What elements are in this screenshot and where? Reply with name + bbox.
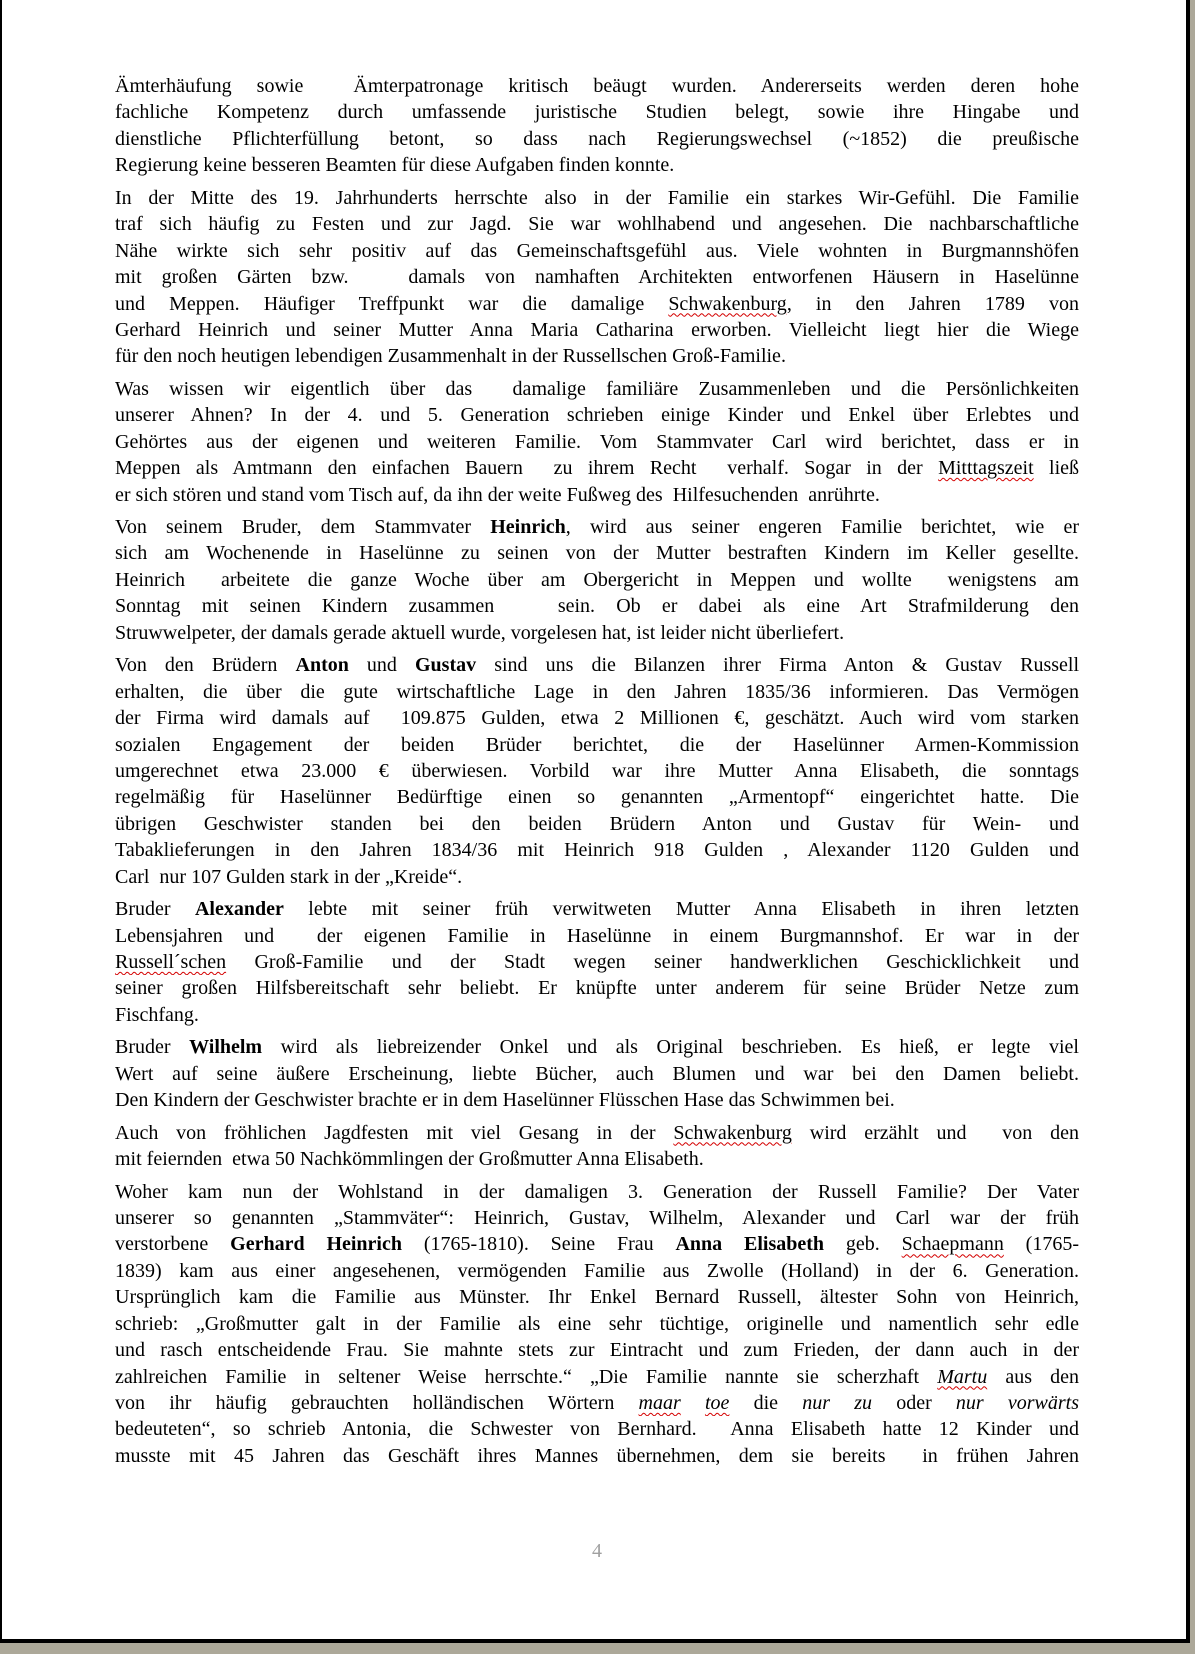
text-line: [115, 1258, 1079, 1284]
text-run: Auch von fröhlichen Jagdfesten mit viel Gesang in der: [115, 1121, 674, 1144]
text-line: [115, 291, 1079, 317]
text-run: Von den Brüdern: [115, 654, 296, 677]
text-run: für den noch heutigen lebendigen Zusammenhalt in der Russellschen Groß-Familie.: [115, 345, 786, 368]
text-run: Groß-Familie und der Stadt wegen seiner handwerklichen Geschicklichkeit und: [226, 951, 1079, 973]
text-line: [115, 837, 1079, 863]
text-run: In der Mitte des 19. Jahrhunderts herrschte also in der Familie ein starkes Wir-Gefühl. Die Familie: [115, 186, 1079, 209]
text-line: [115, 152, 1079, 178]
text-line: [115, 1284, 1079, 1310]
paragraph: [115, 514, 1079, 646]
text-run: Struwwelpeter, der damals gerade aktuell wurde, vorgelesen hat, ist leider nicht überliefert.: [115, 621, 845, 644]
text-line: [115, 1443, 1079, 1469]
text-line: [115, 567, 1079, 593]
text-line: [115, 1087, 1079, 1113]
text-run: Gerhard Heinrich und seiner Mutter Anna Maria Catharina erworben. Vielleicht liegt hier die Wiege: [115, 318, 1079, 341]
paragraph: [115, 1120, 1079, 1173]
text-line: [115, 1205, 1079, 1231]
text-run: Was wissen wir eigentlich über das damalige familiäre Zusammenleben und die Persönlichkeiten: [115, 377, 1079, 400]
text-run: , wird aus seiner engeren Familie berichtet, wie er: [565, 516, 1079, 538]
text-line: [115, 758, 1079, 784]
text-run: ließ: [1033, 457, 1079, 480]
text-line: [115, 1364, 1079, 1390]
text-run: wird als liebreizender Onkel und als Original beschrieben. Es hieß, er legte viel: [262, 1036, 1079, 1059]
text-line: [115, 1034, 1079, 1060]
page-number: 4: [592, 1540, 602, 1562]
text-run: sich am Wochenende in Haselünne zu seinen von der Mutter bestraften Kindern im Keller gesellte.: [115, 542, 1079, 565]
text-line: [115, 1390, 1079, 1416]
text-line: [115, 402, 1079, 428]
text-run: geb.: [824, 1233, 902, 1256]
bold-text: Wilhelm: [189, 1036, 263, 1059]
text-run: Wert auf seine äußere Erscheinung, liebte Bücher, auch Blumen und war bei den Damen beliebt.: [115, 1062, 1079, 1085]
text-line: [115, 1179, 1079, 1205]
paragraph: [115, 1179, 1079, 1470]
text-line: [115, 975, 1079, 1001]
text-line: [115, 540, 1079, 566]
spellcheck-flagged-word: toe: [704, 1392, 730, 1414]
italic-text: [681, 1392, 705, 1414]
text-run: von ihr häufig gebrauchten holländischen Wörtern: [115, 1392, 639, 1414]
text-line: [115, 1146, 1079, 1172]
spellcheck-flagged-word: Martu: [937, 1365, 988, 1388]
text-line: [115, 705, 1079, 731]
text-run: und Meppen. Häufiger Treffpunkt war die damalige: [115, 292, 669, 315]
italic-text: nur zu: [802, 1392, 872, 1414]
text-line: [115, 620, 1079, 646]
bold-text: Anton: [295, 654, 349, 677]
text-run: musste mit 45 Jahren das Geschäft ihres Mannes übernehmen, dem sie bereits in frühen Jahren: [115, 1444, 1079, 1467]
text-run: verstorbene: [115, 1233, 231, 1256]
text-line: [115, 1311, 1079, 1337]
text-run: sozialen Engagement der beiden Brüder berichtet, die der Haselünner Armen-Kommission: [115, 733, 1079, 756]
text-run: Ursprünglich kam die Familie aus Münster. Ihr Enkel Bernard Russell, ältester Sohn von Heinrich,: [115, 1286, 1079, 1309]
text-run: und rasch entscheidende Frau. Sie mahnte stets zur Eintracht und zum Frieden, der dann auch in der: [115, 1339, 1079, 1362]
text-line: [115, 949, 1079, 975]
text-run: Lebensjahren und der eigenen Familie in Haselünne in einem Burgmannshof. Er war in der: [115, 924, 1079, 947]
paragraph: [115, 376, 1079, 508]
text-line: [115, 238, 1079, 264]
paragraph: [115, 73, 1079, 179]
spellcheck-flagged-word: Schwakenburg: [668, 292, 787, 315]
text-run: die: [729, 1392, 803, 1414]
text-run: Nähe wirkte sich sehr positiv auf das Gemeinschaftsgefühl aus. Viele wohnten in Burgmannshöfen: [115, 239, 1079, 262]
text-line: [115, 482, 1079, 508]
text-line: [115, 1416, 1079, 1442]
text-run: seiner großen Hilfsbereitschaft sehr beliebt. Er knüpfte unter anderem für seine Brüder Netze zum: [115, 977, 1079, 1000]
text-run: Heinrich arbeitete die ganze Woche über am Obergericht in Meppen und wollte wenigstens am: [115, 568, 1079, 591]
text-run: Woher kam nun der Wohlstand in der damaligen 3. Generation der Russell Familie? Der Vater: [115, 1180, 1079, 1203]
text-line: [115, 429, 1079, 455]
spellcheck-flagged-word: Schwakenburg: [673, 1121, 792, 1144]
text-run: zahlreichen Familie in seltener Weise herrschte.“ „Die Familie nannte sie scherzhaft: [115, 1365, 938, 1388]
spellcheck-flagged-word: Mitttagszeit: [938, 457, 1034, 480]
text-line: [115, 811, 1079, 837]
text-line: [115, 376, 1079, 402]
text-run: der Firma wird damals auf 109.875 Gulden, etwa 2 Millionen €, geschätzt. Auch wird vom starken: [115, 707, 1079, 730]
text-run: 1839) kam aus einer angesehenen, vermögenden Familie aus Zwolle (Holland) in der 6. Generation.: [115, 1259, 1079, 1282]
text-line: [115, 1002, 1079, 1028]
text-run: traf sich häufig zu Festen und zur Jagd. Sie war wohlhabend und angesehen. Die nachbarschaftliche: [115, 213, 1079, 236]
text-run: Von seinem Bruder, dem Stammvater: [115, 516, 491, 538]
text-run: mit großen Gärten bzw. damals von namhaften Architekten entworfenen Häusern in Haselünne: [115, 266, 1079, 289]
spellcheck-flagged-word: Schaepmann: [901, 1233, 1004, 1256]
text-run: Regierung keine besseren Beamten für diese Aufgaben finden konnte.: [115, 154, 675, 177]
text-run: fachliche Kompetenz durch umfassende juristische Studien belegt, sowie ihre Hingabe und: [115, 101, 1079, 124]
text-run: übrigen Geschwister standen bei den beiden Brüdern Anton und Gustav für Wein- und: [115, 812, 1079, 835]
text-run: sind uns die Bilanzen ihrer Firma Anton & Gustav Russell: [476, 654, 1079, 677]
text-run: Tabaklieferungen in den Jahren 1834/36 mit Heinrich 918 Gulden , Alexander 1120 Gulden und: [115, 839, 1079, 862]
bold-text: Gustav: [415, 654, 477, 677]
text-line: [115, 455, 1079, 481]
text-line: [115, 896, 1079, 922]
text-line: [115, 211, 1079, 237]
bold-text: Gerhard Heinrich: [230, 1233, 402, 1256]
text-run: er sich stören und stand vom Tisch auf, da ihn der weite Fußweg des Hilfesuchenden anrührte.: [115, 483, 880, 506]
paragraph: [115, 896, 1079, 1028]
paragraph: [115, 185, 1079, 370]
text-line: [115, 593, 1079, 619]
spellcheck-flagged-word: Russell´schen: [115, 951, 227, 973]
text-line: [115, 864, 1079, 890]
text-line: [115, 99, 1079, 125]
text-line: [115, 73, 1079, 99]
text-run: (1765-: [1003, 1233, 1079, 1256]
text-line: [115, 126, 1079, 152]
italic-text: nur vorwärts: [955, 1392, 1079, 1414]
text-line: [115, 185, 1079, 211]
text-line: [115, 514, 1079, 540]
text-run: Gehörtes aus der eigenen und weiteren Familie. Vom Stammvater Carl wird berichtet, dass er in: [115, 430, 1079, 453]
text-run: wird erzählt und von den: [791, 1121, 1079, 1144]
spellcheck-flagged-word: maar: [638, 1392, 681, 1414]
text-line: [115, 1120, 1079, 1146]
text-line: [115, 317, 1079, 343]
text-run: oder: [872, 1392, 956, 1414]
text-line: [115, 343, 1079, 369]
text-line: [115, 732, 1079, 758]
text-line: [115, 784, 1079, 810]
text-line: [115, 923, 1079, 949]
text-run: erhalten, die über die gute wirtschaftliche Lage in den Jahren 1835/36 informieren. Das Vermögen: [115, 680, 1079, 703]
text-run: Sonntag mit seinen Kindern zusammen sein. Ob er dabei als eine Art Strafmilderung den: [115, 595, 1079, 618]
text-run: regelmäßig für Haselünner Bedürftige einen so genannten „Armentopf“ eingerichtet hatte. Die: [115, 786, 1079, 809]
text-line: [115, 679, 1079, 705]
paragraph: [115, 652, 1079, 890]
text-run: Den Kindern der Geschwister brachte er in dem Haselünner Flüsschen Hase das Schwimmen bei.: [115, 1089, 895, 1112]
text-run: Meppen als Amtmann den einfachen Bauern zu ihrem Recht verhalf. Sogar in der: [115, 457, 939, 480]
paragraph: [115, 1034, 1079, 1113]
text-run: , in den Jahren 1789 von: [786, 292, 1079, 315]
bold-text: Anna Elisabeth: [675, 1233, 825, 1256]
text-run: Carl nur 107 Gulden stark in der „Kreide“.: [115, 865, 463, 888]
text-run: umgerechnet etwa 23.000 € überwiesen. Vorbild war ihre Mutter Anna Elisabeth, die sonntags: [115, 759, 1079, 782]
text-run: Fischfang.: [115, 1003, 199, 1026]
text-line: [115, 264, 1079, 290]
text-run: schrieb: „Großmutter galt in der Familie als eine sehr tüchtige, originelle und namentlich sehr edle: [115, 1312, 1079, 1335]
text-run: bedeuteten“, so schrieb Antonia, die Schwester von Bernhard. Anna Elisabeth hatte 12 Kinder und: [115, 1418, 1079, 1441]
document-body[interactable]: [115, 73, 1079, 1475]
text-run: dienstliche Pflichterfüllung betont, so dass nach Regierungswechsel (~1852) die preußische: [115, 127, 1079, 150]
text-run: Bruder: [115, 898, 195, 921]
text-run: Ämterhäufung sowie Ämterpatronage kritisch beäugt wurden. Andererseits werden deren hohe: [115, 75, 1079, 97]
text-run: (1765-1810). Seine Frau: [402, 1233, 676, 1256]
bold-text: Alexander: [194, 898, 284, 921]
bold-text: Heinrich: [490, 516, 566, 538]
text-run: aus den: [987, 1365, 1079, 1388]
text-run: und: [348, 654, 415, 677]
text-run: unserer Ahnen? In der 4. und 5. Generation schrieben einige Kinder und Enkel über Erlebtes und: [115, 404, 1079, 427]
text-run: mit feiernden etwa 50 Nachkömmlingen der Großmutter Anna Elisabeth.: [115, 1148, 704, 1171]
text-line: [115, 1337, 1079, 1363]
text-line: [115, 1061, 1079, 1087]
text-run: lebte mit seiner früh verwitweten Mutter Anna Elisabeth in ihren letzten: [283, 898, 1079, 921]
text-run: unserer so genannten „Stammväter“: Heinrich, Gustav, Wilhelm, Alexander und Carl war der früh: [115, 1206, 1079, 1229]
text-line: [115, 652, 1079, 678]
text-run: Bruder: [115, 1036, 190, 1059]
text-line: [115, 1231, 1079, 1257]
